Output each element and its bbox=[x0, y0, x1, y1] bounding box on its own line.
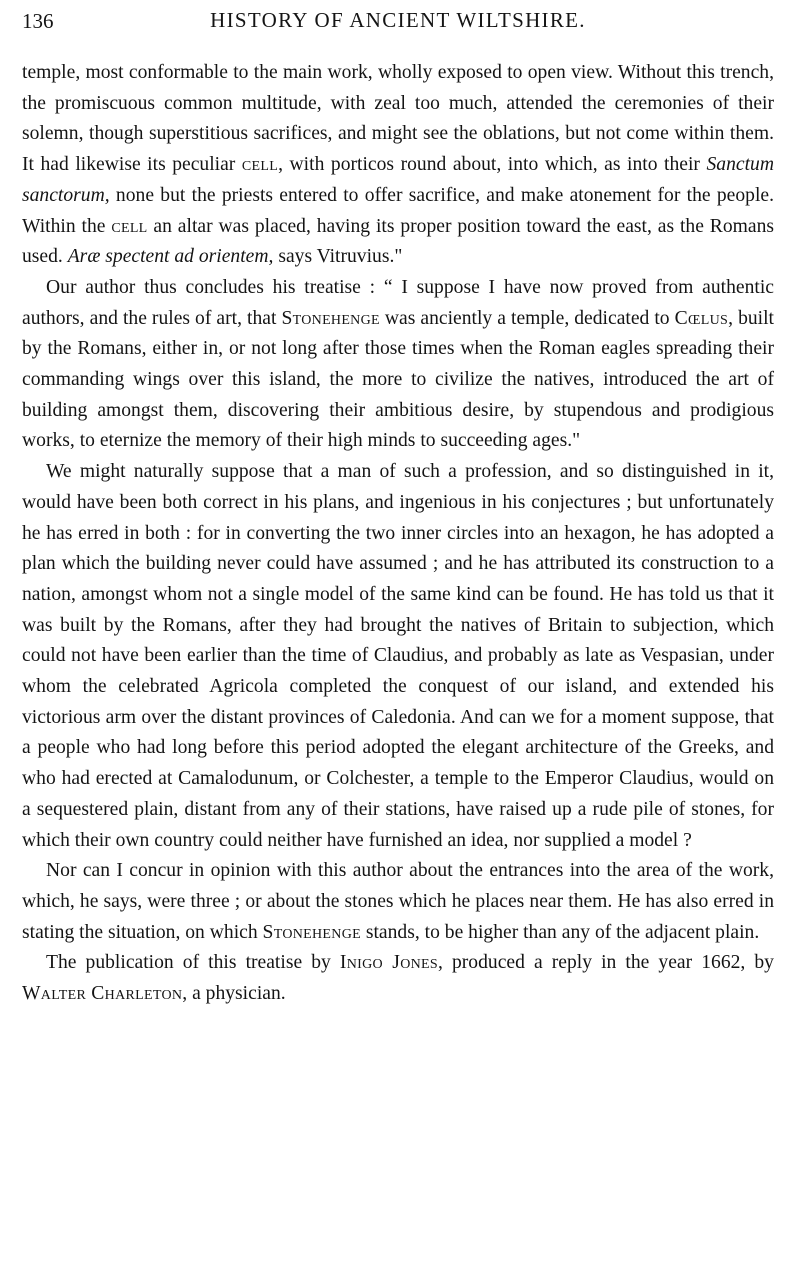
small-caps-term: Cœlus bbox=[674, 307, 729, 329]
page-number: 136 bbox=[22, 9, 54, 33]
text-segment: The publication of this treatise by bbox=[46, 952, 340, 974]
small-caps-term: Stonehenge bbox=[262, 921, 361, 943]
text-segment: an altar was placed, having its proper position toward the east, as the Romans used. bbox=[22, 215, 775, 268]
text-segment: says Vitruvius." bbox=[273, 246, 403, 268]
text-segment: Our author thus concludes his treatise : “ I suppose I have now proved from authentic authors, and the rules of art, that bbox=[22, 276, 774, 329]
text-segment: Nor can I concur in opinion with this author about the entrances into the area of the work, which, he says, were three ; or about the stones which he places near them. He has also erred in stating the situation, on which bbox=[22, 860, 774, 943]
text-segment: temple, most conformable to the main work, wholly exposed to open view. Without this trench, the promiscuous common multitude, with zeal too much, attended the ceremonies of their solemn, though superstitious sacrifices, and might see the oblations, but not come within them. It had likewise its peculiar bbox=[22, 62, 774, 176]
text-segment: was anciently a temple, dedicated to bbox=[379, 307, 675, 329]
small-caps-term: Stonehenge bbox=[281, 307, 380, 329]
text-segment: none but the priests entered to offer sacrifice, and make atonement for the people. Within the bbox=[22, 184, 774, 237]
paragraph-1 bbox=[22, 58, 774, 273]
small-caps-name: Inigo Jones bbox=[339, 952, 438, 974]
paragraph-4 bbox=[22, 856, 774, 948]
paragraph-5 bbox=[22, 948, 774, 1009]
text-segment: We might naturally suppose that a man of such a profession, and so distinguished in it, would have been both correct in his plans, and ingenious in his conjectures ; but unfortunately he has erred in both : for in converting the two inner circles into an hexagon, he has adopted a plan which the building never could have assumed ; and he has attributed its construction to a nation, amongst whom not a single model of the same kind can be found. He has told us that it was built by the Romans, after they had brought the natives of Britain to subjection, which could not have been earlier than the time of Claudius, and probably as late as Vespasian, under whom the celebrated Agricola completed the conquest of our island, and extended his victorious arm over the distant provinces of Caledonia. And can we for a moment suppose, that a people who had long before this period adopted the elegant architecture of the Greeks, and who had erected at Camalodunum, or Colchester, a temple to the Emperor Claudius, would on a sequestered plain, distant from any of their stations, have raised up a rude pile of stones, for which their own country could neither have furnished an idea, nor supplied a model ? bbox=[22, 461, 774, 851]
small-caps-name: Walter Charleton bbox=[22, 983, 183, 1005]
paragraph-2 bbox=[22, 273, 774, 457]
text-segment: stands, to be higher than any of the adjacent plain. bbox=[360, 921, 760, 943]
italic-latin-phrase: Sanctum sanctorum, bbox=[22, 154, 774, 206]
running-title: HISTORY OF ANCIENT WILTSHIRE. bbox=[210, 8, 586, 32]
page-header bbox=[22, 0, 774, 40]
small-caps-term: cell bbox=[111, 215, 148, 237]
small-caps-term: cell bbox=[241, 154, 279, 176]
body-text bbox=[22, 58, 774, 1010]
paragraph-3 bbox=[22, 457, 774, 856]
text-segment: , a physician. bbox=[182, 983, 286, 1005]
text-segment: , produced a reply in the year 1662, by bbox=[438, 952, 774, 974]
text-segment: , built by the Romans, either in, or not long after those times when the Roman eagles spreading their commanding wings over this island, the more to civilize the natives, introduced the art of building amongst them, discovering their ambitious desire, by stupendous and prodigious works, to eternize the memory of their high minds to succeeding ages." bbox=[22, 307, 774, 452]
italic-latin-phrase: Aræ spectent ad orientem, bbox=[67, 246, 274, 268]
text-segment: , with porticos round about, into which, as into their bbox=[278, 154, 707, 176]
book-page bbox=[22, 0, 775, 1005]
